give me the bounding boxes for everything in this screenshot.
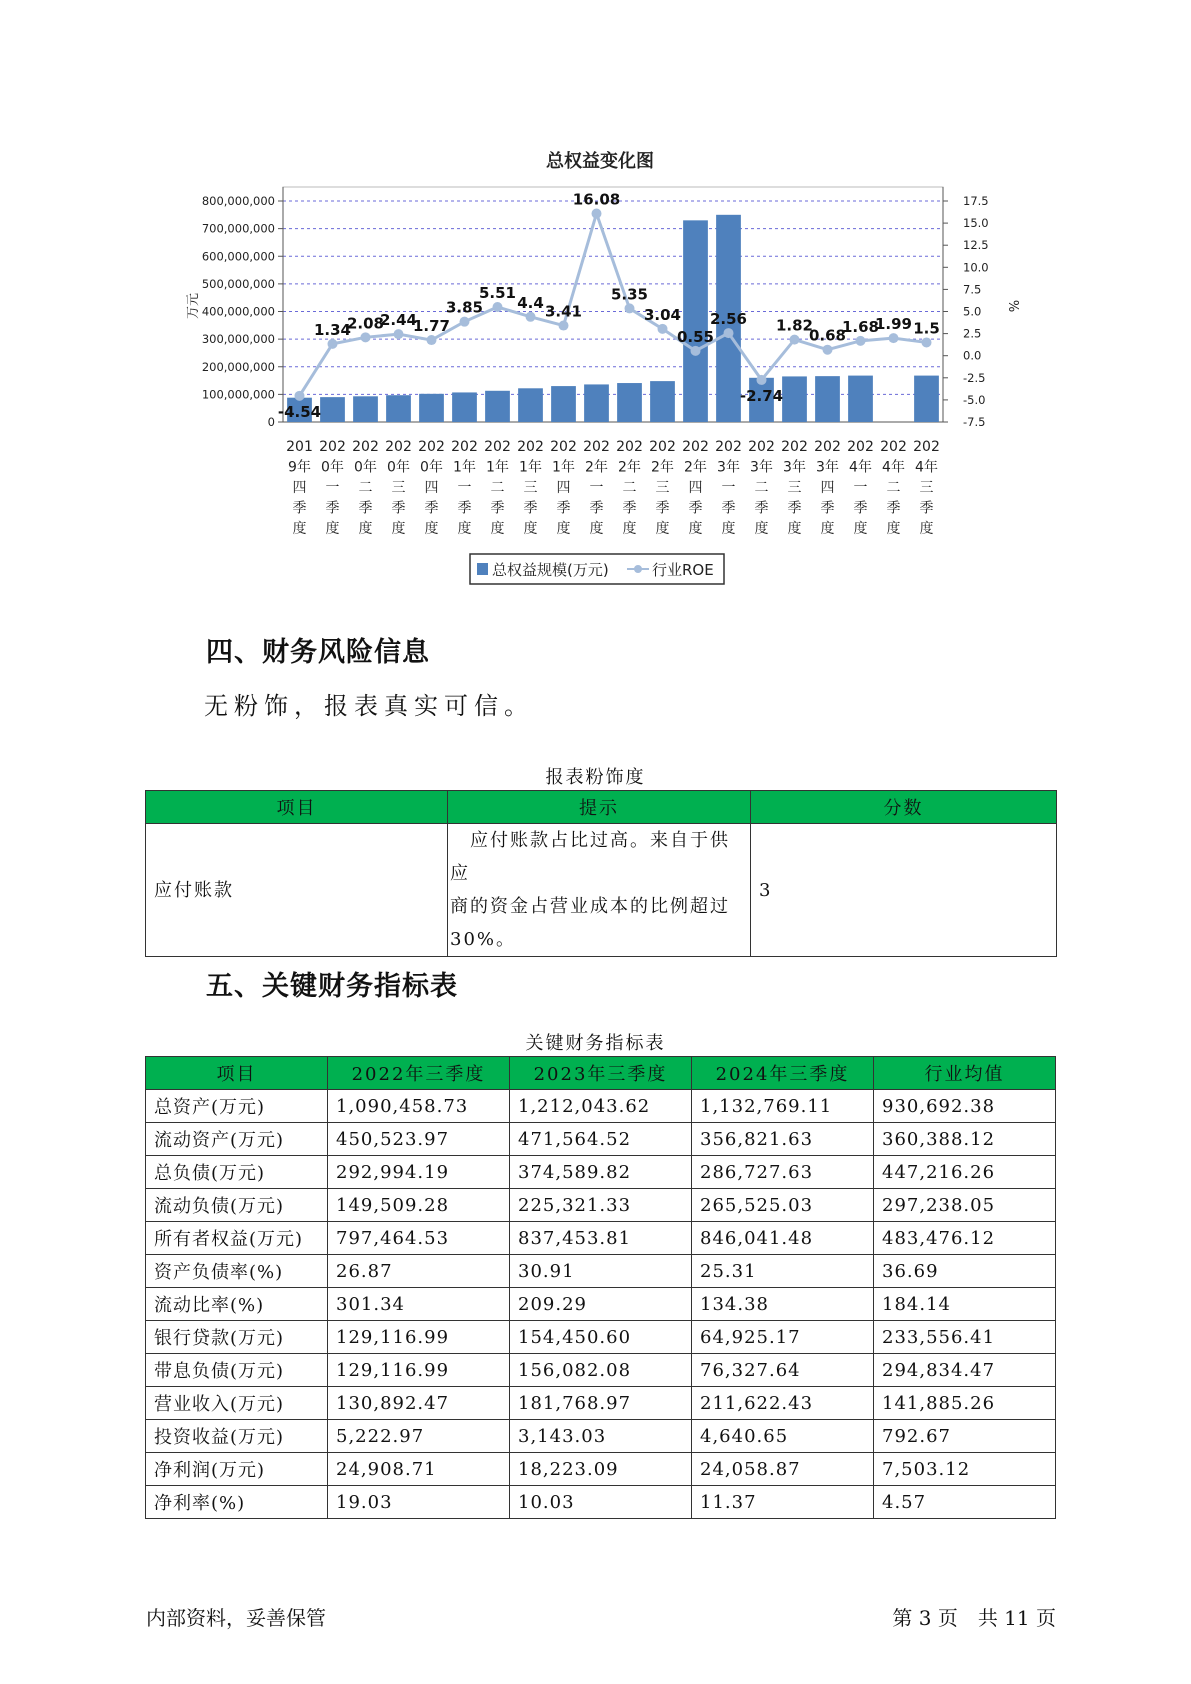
x-tick-label: 202 — [517, 439, 544, 455]
risk-tip-line: 30%。 — [450, 929, 517, 950]
table-cell: 360,388.12 — [874, 1123, 1056, 1156]
roe-data-label: 1.99 — [874, 315, 913, 334]
table-row — [146, 1288, 1056, 1321]
table-cell: 130,892.47 — [328, 1387, 510, 1420]
x-tick-label: 四 — [424, 480, 439, 496]
table-cell: 374,589.82 — [510, 1156, 692, 1189]
roe-data-label: 3.41 — [544, 302, 583, 321]
roe-data-label: 2.08 — [346, 314, 385, 333]
risk-score: 3 — [751, 824, 1057, 957]
y-left-tick-label: 800,000,000 — [201, 194, 275, 208]
y-left-tick-label: 600,000,000 — [201, 249, 275, 264]
x-tick-label: 度 — [688, 521, 703, 537]
x-tick-label: 9年 — [288, 459, 311, 476]
table-cell: 76,327.64 — [692, 1354, 874, 1387]
x-tick-label: 1年 — [552, 459, 575, 476]
table-cell: 24,058.87 — [692, 1453, 874, 1486]
roe-data-label: 3.04 — [643, 305, 682, 324]
x-tick-label: 度 — [556, 521, 571, 537]
roe-data-label: -4.54 — [277, 402, 322, 421]
table-cell: 471,564.52 — [510, 1123, 692, 1156]
roe-point — [394, 329, 404, 339]
header-cell: 项目 — [146, 1057, 328, 1090]
x-tick-label: 3年 — [750, 459, 773, 476]
x-tick-label: 202 — [319, 439, 346, 455]
x-tick-label: 202 — [880, 439, 907, 455]
y-left-axis-label: 万元 — [186, 292, 201, 320]
x-tick-label: 季 — [490, 500, 505, 517]
x-tick-label: 202 — [418, 439, 445, 455]
x-tick-label: 度 — [424, 521, 439, 537]
table-cell: 483,476.12 — [874, 1222, 1056, 1255]
roe-point — [724, 328, 734, 338]
x-tick-label: 度 — [490, 521, 505, 537]
x-tick-label: 4年 — [882, 459, 905, 476]
risk-tip-line: 应付账款占比过高。来自于供应 — [450, 830, 730, 884]
x-tick-label: 季 — [688, 500, 703, 517]
table-cell: 225,321.33 — [510, 1189, 692, 1222]
table-row — [146, 1420, 1056, 1453]
roe-data-label: 0.55 — [676, 327, 715, 346]
header-cell: 提示 — [448, 791, 751, 824]
table-cell: 11.37 — [692, 1486, 874, 1519]
bar-equity — [551, 386, 576, 422]
row-label: 流动资产(万元) — [146, 1123, 328, 1156]
x-tick-label: 度 — [853, 521, 868, 537]
table-cell: 4.57 — [874, 1486, 1056, 1519]
x-tick-label: 2年 — [618, 459, 641, 476]
table-cell: 24,908.71 — [328, 1453, 510, 1486]
x-tick-label: 度 — [820, 521, 835, 537]
table-cell: 837,453.81 — [510, 1222, 692, 1255]
table-cell: 129,116.99 — [328, 1321, 510, 1354]
table-row — [146, 1156, 1056, 1189]
risk-tip — [448, 824, 751, 957]
roe-data-label: 0.68 — [808, 326, 847, 345]
table-row — [146, 1486, 1056, 1519]
row-label: 流动负债(万元) — [146, 1189, 328, 1222]
roe-point — [592, 209, 602, 219]
roe-data-label: 3.85 — [445, 298, 484, 317]
footer-left: 内部资料，妥善保管 — [146, 1606, 326, 1630]
x-tick-label: 度 — [325, 521, 340, 537]
x-tick-label: 202 — [781, 439, 808, 455]
x-tick-label: 度 — [721, 521, 736, 537]
y-right-tick-label: 17.5 — [963, 194, 989, 208]
table-row — [146, 1090, 1056, 1123]
table-row — [146, 1354, 1056, 1387]
x-tick-label: 202 — [352, 439, 379, 455]
x-tick-label: 季 — [754, 500, 769, 517]
row-label: 净利率(%) — [146, 1486, 328, 1519]
header-cell: 项目 — [146, 791, 448, 824]
x-tick-label: 季 — [589, 500, 604, 517]
table-row — [146, 1321, 1056, 1354]
table-cell: 846,041.48 — [692, 1222, 874, 1255]
x-tick-label: 二 — [754, 480, 769, 496]
y-right-tick-label: 10.0 — [963, 260, 989, 275]
table-cell: 209.29 — [510, 1288, 692, 1321]
x-tick-label: 201 — [286, 439, 313, 455]
x-tick-label: 度 — [358, 521, 373, 537]
table-cell: 7,503.12 — [874, 1453, 1056, 1486]
legend-label-bar: 总权益规模(万元) — [492, 561, 609, 579]
y-right-tick-label: -5.0 — [963, 392, 986, 407]
x-tick-label: 三 — [787, 480, 802, 496]
x-tick-label: 季 — [853, 500, 868, 517]
roe-point — [361, 332, 371, 342]
table-cell: 450,523.97 — [328, 1123, 510, 1156]
table-cell: 3,143.03 — [510, 1420, 692, 1453]
x-tick-label: 一 — [589, 480, 604, 496]
x-tick-label: 度 — [754, 521, 769, 537]
table-cell: 154,450.60 — [510, 1321, 692, 1354]
x-tick-label: 202 — [385, 439, 412, 455]
x-tick-label: 202 — [814, 439, 841, 455]
x-tick-label: 度 — [523, 521, 538, 537]
table-cell: 156,082.08 — [510, 1354, 692, 1387]
y-right-tick-label: 15.0 — [963, 216, 989, 231]
x-tick-label: 0年 — [420, 459, 443, 476]
x-tick-label: 202 — [583, 439, 610, 455]
roe-data-label: 2.44 — [379, 311, 418, 330]
bar-equity — [485, 391, 510, 422]
roe-point — [427, 335, 437, 345]
table-cell: 233,556.41 — [874, 1321, 1056, 1354]
roe-data-label: -2.74 — [739, 386, 784, 405]
row-label: 银行贷款(万元) — [146, 1321, 328, 1354]
x-tick-label: 季 — [523, 500, 538, 517]
x-tick-label: 二 — [886, 480, 901, 496]
x-tick-label: 202 — [748, 439, 775, 455]
y-left-tick-label: 0 — [267, 415, 275, 429]
roe-point — [460, 317, 470, 327]
table-row — [146, 1453, 1056, 1486]
x-tick-label: 202 — [484, 439, 511, 455]
header-cell: 行业均值 — [874, 1057, 1056, 1090]
header-cell: 2024年三季度 — [692, 1057, 874, 1090]
header-cell: 分数 — [751, 791, 1057, 824]
x-tick-label: 0年 — [321, 459, 344, 476]
table-cell: 1,212,043.62 — [510, 1090, 692, 1123]
y-left-tick-label: 300,000,000 — [201, 332, 275, 347]
table-cell: 30.91 — [510, 1255, 692, 1288]
roe-point — [526, 312, 536, 322]
roe-point — [295, 391, 305, 401]
x-tick-label: 季 — [787, 500, 802, 517]
y-right-tick-label: 7.5 — [963, 282, 982, 297]
roe-data-label: 1.68 — [841, 317, 880, 336]
table-cell: 25.31 — [692, 1255, 874, 1288]
y-right-axis-label: % — [1005, 299, 1020, 313]
roe-point — [328, 339, 338, 349]
row-label: 总负债(万元) — [146, 1156, 328, 1189]
bar-equity — [452, 392, 477, 422]
legend-label-line: 行业ROE — [652, 561, 714, 579]
row-label: 总资产(万元) — [146, 1090, 328, 1123]
x-tick-label: 度 — [655, 521, 670, 537]
table-cell: 141,885.26 — [874, 1387, 1056, 1420]
x-tick-label: 三 — [523, 480, 538, 496]
kpi-table-header — [146, 1057, 1056, 1090]
bar-equity — [353, 396, 378, 422]
table-cell: 64,925.17 — [692, 1321, 874, 1354]
row-label: 投资收益(万元) — [146, 1420, 328, 1453]
x-tick-label: 度 — [457, 521, 472, 537]
x-tick-label: 1年 — [519, 459, 542, 476]
roe-point — [559, 321, 569, 331]
table-row — [146, 1123, 1056, 1156]
risk-tip-line: 商的资金占营业成本的比例超过 — [450, 896, 730, 917]
table-row — [146, 1255, 1056, 1288]
x-tick-label: 季 — [886, 500, 901, 517]
x-tick-label: 一 — [853, 480, 868, 496]
table-cell: 930,692.38 — [874, 1090, 1056, 1123]
legend-swatch-marker — [634, 565, 642, 573]
roe-point — [658, 324, 668, 334]
y-right-tick-label: 12.5 — [963, 238, 989, 253]
table-cell: 1,132,769.11 — [692, 1090, 874, 1123]
table-cell: 5,222.97 — [328, 1420, 510, 1453]
x-tick-label: 季 — [424, 500, 439, 517]
plot-area — [283, 187, 943, 422]
bar-equity — [782, 376, 807, 422]
table-cell: 792.67 — [874, 1420, 1056, 1453]
y-left-tick-label: 700,000,000 — [201, 221, 275, 236]
x-tick-label: 度 — [919, 521, 934, 537]
roe-point — [493, 302, 503, 312]
x-tick-label: 度 — [589, 521, 604, 537]
header-cell: 2023年三季度 — [510, 1057, 692, 1090]
footer-page-info: 第 3 页 共 11 页 — [892, 1606, 1056, 1630]
x-tick-label: 0年 — [387, 459, 410, 476]
y-left-tick-label: 500,000,000 — [201, 276, 275, 291]
x-tick-label: 0年 — [354, 459, 377, 476]
table-cell: 134.38 — [692, 1288, 874, 1321]
x-tick-label: 1年 — [486, 459, 509, 476]
roe-data-label: 1.77 — [412, 317, 451, 336]
table-cell: 184.14 — [874, 1288, 1056, 1321]
x-tick-label: 三 — [919, 480, 934, 496]
table-cell: 19.03 — [328, 1486, 510, 1519]
y-right-tick-label: -7.5 — [963, 415, 986, 429]
x-tick-label: 2年 — [651, 459, 674, 476]
x-tick-label: 202 — [550, 439, 577, 455]
table-cell: 292,994.19 — [328, 1156, 510, 1189]
row-label: 所有者权益(万元) — [146, 1222, 328, 1255]
x-tick-label: 四 — [820, 480, 835, 496]
section4-heading: 四、财务风险信息 — [206, 637, 430, 668]
x-tick-label: 202 — [649, 439, 676, 455]
row-label: 带息负债(万元) — [146, 1354, 328, 1387]
x-tick-label: 202 — [715, 439, 742, 455]
section5-heading: 五、关键财务指标表 — [206, 971, 458, 1002]
x-tick-label: 度 — [622, 521, 637, 537]
x-tick-label: 二 — [358, 480, 373, 496]
x-tick-label: 2年 — [684, 459, 707, 476]
table-cell: 211,622.43 — [692, 1387, 874, 1420]
table-cell: 797,464.53 — [328, 1222, 510, 1255]
y-left-tick-label: 200,000,000 — [201, 359, 275, 374]
x-tick-label: 季 — [622, 500, 637, 517]
x-tick-label: 3年 — [783, 459, 806, 476]
table-cell: 26.87 — [328, 1255, 510, 1288]
x-tick-label: 三 — [655, 480, 670, 496]
roe-data-label: 1.34 — [313, 320, 352, 339]
x-tick-label: 度 — [787, 521, 802, 537]
x-tick-label: 202 — [913, 439, 940, 455]
table-row — [146, 1387, 1056, 1420]
x-tick-label: 季 — [919, 500, 934, 517]
bar-equity — [320, 397, 345, 422]
y-right-tick-label: 0.0 — [963, 348, 982, 363]
table-cell: 149,509.28 — [328, 1189, 510, 1222]
x-tick-label: 季 — [358, 500, 373, 517]
roe-data-label: 4.4 — [517, 293, 544, 312]
row-label: 净利润(万元) — [146, 1453, 328, 1486]
row-label: 资产负债率(%) — [146, 1255, 328, 1288]
table-row — [146, 1189, 1056, 1222]
x-tick-label: 202 — [682, 439, 709, 455]
x-tick-label: 3年 — [717, 459, 740, 476]
roe-point — [889, 333, 899, 343]
x-tick-label: 2年 — [585, 459, 608, 476]
x-tick-label: 度 — [391, 521, 406, 537]
roe-point — [625, 303, 635, 313]
x-tick-label: 二 — [622, 480, 637, 496]
x-tick-label: 一 — [457, 480, 472, 496]
roe-data-label: 1.82 — [775, 316, 814, 335]
y-left-tick-label: 100,000,000 — [201, 387, 275, 402]
x-tick-label: 202 — [616, 439, 643, 455]
bar-equity — [815, 376, 840, 422]
bar-equity — [419, 394, 444, 422]
row-label: 流动比率(%) — [146, 1288, 328, 1321]
roe-data-label: 5.51 — [478, 283, 517, 302]
section4-paragraph: 无粉饰，报表真实可信。 — [204, 692, 534, 720]
table-cell: 301.34 — [328, 1288, 510, 1321]
risk-table-header — [146, 791, 1057, 824]
table-cell: 36.69 — [874, 1255, 1056, 1288]
bar-equity — [650, 381, 675, 422]
y-right-tick-label: 5.0 — [963, 304, 982, 319]
table-cell: 447,216.26 — [874, 1156, 1056, 1189]
table-cell: 294,834.47 — [874, 1354, 1056, 1387]
x-tick-label: 4年 — [915, 459, 938, 476]
roe-point — [757, 375, 767, 385]
table-cell: 297,238.05 — [874, 1189, 1056, 1222]
x-tick-label: 季 — [292, 500, 307, 517]
table-cell: 265,525.03 — [692, 1189, 874, 1222]
x-tick-label: 4年 — [849, 459, 872, 476]
bar-equity — [683, 220, 708, 422]
roe-point — [790, 335, 800, 345]
x-tick-label: 季 — [820, 500, 835, 517]
x-tick-label: 四 — [688, 480, 703, 496]
equity-change-chart — [0, 0, 1191, 600]
x-tick-label: 四 — [556, 480, 571, 496]
risk-item: 应付账款 — [146, 824, 448, 957]
legend-swatch-bar — [477, 563, 488, 575]
bar-equity — [617, 383, 642, 422]
table-row — [146, 824, 1057, 957]
x-tick-label: 202 — [847, 439, 874, 455]
bar-equity — [584, 384, 609, 422]
y-right-tick-label: 2.5 — [963, 326, 982, 341]
x-tick-label: 1年 — [453, 459, 476, 476]
kpi-table — [145, 1056, 1056, 1519]
x-tick-label: 3年 — [816, 459, 839, 476]
table-cell: 356,821.63 — [692, 1123, 874, 1156]
roe-point — [856, 336, 866, 346]
x-tick-label: 季 — [325, 500, 340, 517]
y-right-tick-label: -2.5 — [963, 370, 986, 385]
table-row — [146, 1222, 1056, 1255]
x-tick-label: 度 — [886, 521, 901, 537]
x-tick-label: 一 — [721, 480, 736, 496]
table-cell: 286,727.63 — [692, 1156, 874, 1189]
header-cell: 2022年三季度 — [328, 1057, 510, 1090]
x-tick-label: 二 — [490, 480, 505, 496]
table-cell: 181,768.97 — [510, 1387, 692, 1420]
risk-table-caption: 报表粉饰度 — [545, 767, 646, 788]
table-cell: 18,223.09 — [510, 1453, 692, 1486]
bar-equity — [518, 388, 543, 422]
table-cell: 4,640.65 — [692, 1420, 874, 1453]
kpi-table-caption: 关键财务指标表 — [525, 1033, 666, 1054]
roe-data-label: 1.5 — [913, 319, 940, 338]
y-left-tick-label: 400,000,000 — [201, 304, 275, 319]
chart-title: 总权益变化图 — [546, 151, 654, 172]
x-tick-label: 三 — [391, 480, 406, 496]
table-cell: 10.03 — [510, 1486, 692, 1519]
x-tick-label: 一 — [325, 480, 340, 496]
bar-equity — [914, 376, 939, 422]
x-tick-label: 202 — [451, 439, 478, 455]
roe-data-label: 5.35 — [610, 285, 649, 304]
x-tick-label: 度 — [292, 521, 307, 537]
roe-point — [691, 346, 701, 356]
bar-equity — [386, 395, 411, 422]
x-tick-label: 四 — [292, 480, 307, 496]
risk-table — [145, 790, 1057, 957]
x-tick-label: 季 — [556, 500, 571, 517]
roe-data-label: 2.56 — [709, 310, 748, 329]
x-tick-label: 季 — [457, 500, 472, 517]
roe-data-label: 16.08 — [572, 190, 621, 209]
roe-point — [922, 337, 932, 347]
table-cell: 129,116.99 — [328, 1354, 510, 1387]
x-tick-label: 季 — [721, 500, 736, 517]
table-cell: 1,090,458.73 — [328, 1090, 510, 1123]
bar-equity — [848, 376, 873, 422]
roe-point — [823, 345, 833, 355]
row-label: 营业收入(万元) — [146, 1387, 328, 1420]
x-tick-label: 季 — [655, 500, 670, 517]
x-tick-label: 季 — [391, 500, 406, 517]
